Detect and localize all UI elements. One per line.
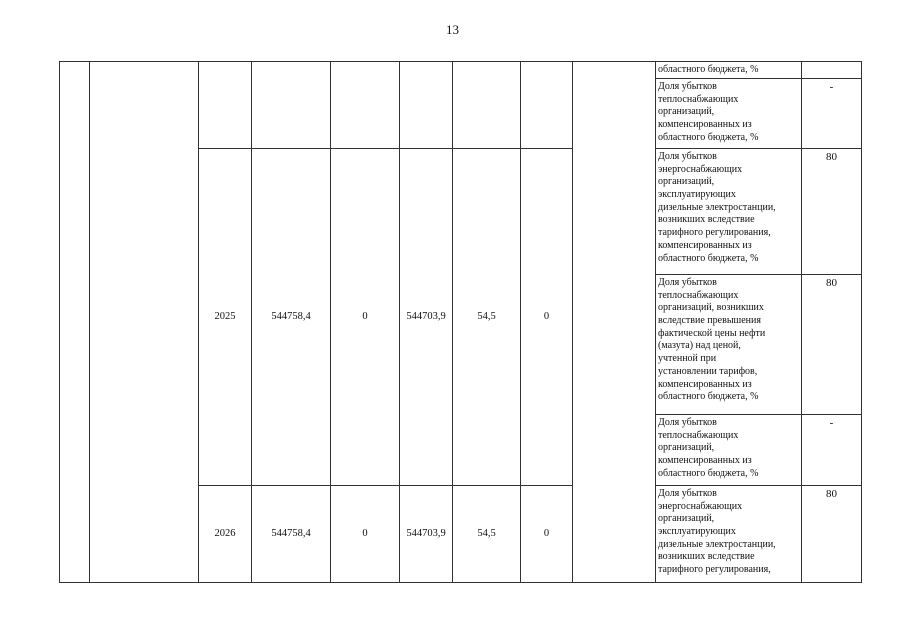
indicator-cell: Доля убытков теплоснабжающих организаций, компенсированных из областного бюджета, % bbox=[656, 415, 802, 486]
indicator-value-cell: 80 bbox=[802, 149, 862, 275]
year-cell bbox=[199, 62, 252, 149]
indicator-cell: Доля убытков энергоснабжающих организаций, эксплуатирующих дизельные электростанции, возникших вследствие тарифного регулирования, bbox=[656, 486, 802, 583]
event-name-cell bbox=[90, 62, 199, 583]
local-budget-cell: 54,5 bbox=[453, 486, 521, 583]
federal-budget-cell bbox=[331, 62, 400, 149]
indicator-value-cell: - bbox=[802, 79, 862, 149]
page-number: 13 bbox=[446, 22, 459, 37]
federal-budget-cell: 0 bbox=[331, 149, 400, 486]
indicator-cell: Доля убытков теплоснабжающих организаций, компенсированных из областного бюджета, % bbox=[656, 79, 802, 149]
indicator-cell: Доля убытков теплоснабжающих организаций, возникших вследствие превышения фактической цены нефти (мазута) над ценой, учтенной при установлении тарифов, компенсированных из областного бюджета, % bbox=[656, 275, 802, 415]
local-budget-cell: 54,5 bbox=[453, 149, 521, 486]
regional-budget-cell bbox=[400, 62, 453, 149]
total-cell: 544758,4 bbox=[252, 486, 331, 583]
other-sources-cell bbox=[521, 62, 573, 149]
other-sources-cell: 0 bbox=[521, 149, 573, 486]
year-cell: 2026 bbox=[199, 486, 252, 583]
number-cell bbox=[60, 62, 90, 583]
indicator-cell: областного бюджета, % bbox=[656, 62, 802, 79]
indicator-value-cell: - bbox=[802, 415, 862, 486]
indicator-value-cell bbox=[802, 62, 862, 79]
budget-indicators-table bbox=[59, 61, 862, 583]
regional-budget-cell: 544703,9 bbox=[400, 149, 453, 486]
federal-budget-cell: 0 bbox=[331, 486, 400, 583]
year-cell: 2025 bbox=[199, 149, 252, 486]
regional-budget-cell: 544703,9 bbox=[400, 486, 453, 583]
indicator-value-cell: 80 bbox=[802, 275, 862, 415]
executor-cell bbox=[573, 62, 656, 583]
indicator-value-cell: 80 bbox=[802, 486, 862, 583]
total-cell bbox=[252, 62, 331, 149]
other-sources-cell: 0 bbox=[521, 486, 573, 583]
indicator-cell: Доля убытков энергоснабжающих организаций, эксплуатирующих дизельные электростанции, возникших вследствие тарифного регулирования, компенсированных из областного бюджета, % bbox=[656, 149, 802, 275]
local-budget-cell bbox=[453, 62, 521, 149]
total-cell: 544758,4 bbox=[252, 149, 331, 486]
